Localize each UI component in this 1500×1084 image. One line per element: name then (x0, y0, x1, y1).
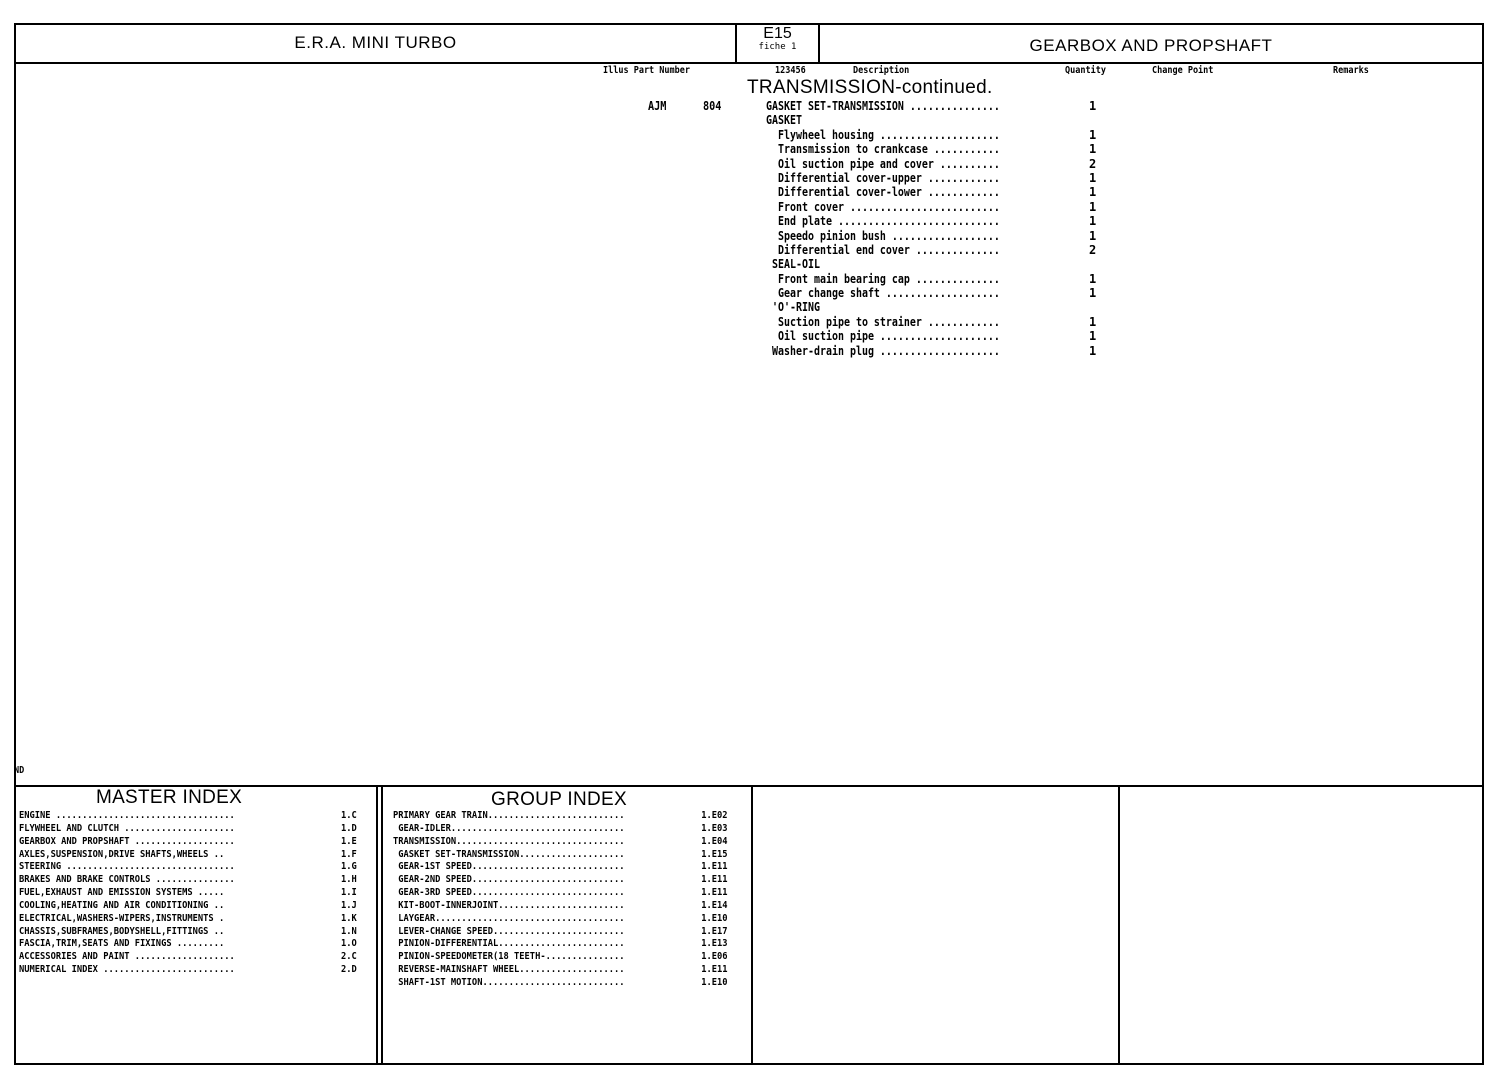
index-item-ref: 1.F (341, 848, 357, 860)
part-quantity: 1 (1089, 99, 1097, 113)
index-item[interactable] (19, 925, 357, 939)
index-item-label: TRANSMISSION................................ (393, 835, 625, 847)
index-item-label: ENGINE .................................. (19, 810, 235, 821)
index-item-ref: 2.C (341, 951, 357, 963)
part-description: Suction pipe to strainer ............ (766, 314, 1006, 329)
fiche-sub: fiche 1 (758, 42, 797, 52)
index-item-label: ACCESSORIES AND PAINT ................... (19, 951, 235, 963)
index-item-label: FLYWHEEL AND CLUTCH ..................... (19, 822, 235, 834)
index-item-label: REVERSE-MAINSHAFT WHEEL.................... (393, 964, 625, 976)
master-index-title: MASTER INDEX (95, 787, 243, 808)
index-item[interactable] (393, 964, 728, 977)
part-description: Differential end cover .............. (766, 242, 1006, 257)
index-sep-1a (376, 785, 378, 1065)
part-quantity: 1 (1089, 286, 1097, 301)
part-description: End plate ........................... (766, 214, 1006, 229)
index-item-ref: 1.E11 (701, 964, 728, 976)
index-item-label: COOLING,HEATING AND AIR CONDITIONING .. (19, 899, 225, 911)
part-description: Differential cover-upper ............ (766, 170, 1006, 185)
header-right-title: GEARBOX AND PROPSHAFT (1029, 36, 1273, 55)
index-item-ref: 1.E04 (701, 835, 728, 847)
index-item-label: PINION-SPEEDOMETER(18 TEETH-............... (393, 951, 625, 963)
part-quantity: 1 (1089, 228, 1097, 243)
part-description: Transmission to crankcase ........... (766, 142, 1006, 157)
index-item[interactable] (19, 964, 357, 977)
index-item-ref: 1.E11 (701, 874, 728, 886)
index-item[interactable] (393, 938, 728, 951)
index-item-label: GEAR-IDLER................................. (393, 822, 625, 834)
index-item-label: KIT-BOOT-INNERJOINT........................ (393, 899, 625, 911)
index-item-label: GEARBOX AND PROPSHAFT ................... (19, 835, 235, 847)
index-item-ref: 1.E06 (701, 951, 728, 963)
index-item-label: CHASSIS,SUBFRAMES,BODYSHELL,FITTINGS .. (19, 925, 225, 937)
index-item-label: STEERING ................................ (19, 861, 235, 873)
index-item[interactable] (19, 887, 357, 900)
index-item-ref: 1.O (341, 938, 357, 950)
part-quantity: 1 (1089, 271, 1097, 286)
index-item[interactable] (393, 976, 728, 990)
part-quantity: 2 (1089, 242, 1097, 257)
index-item-ref: 1.E02 (701, 810, 728, 821)
index-item-ref: 1.E13 (701, 938, 728, 950)
part-description: Front main bearing cap .............. (766, 271, 1006, 286)
index-item-ref: 1.E14 (701, 899, 728, 911)
part-description: GASKET SET-TRANSMISSION ............... (766, 99, 1006, 113)
part-description: Speedo pinion bush .................. (766, 228, 1006, 243)
group-index-list (393, 810, 728, 990)
index-item-ref: 1.D (341, 822, 357, 834)
part-number: 804 (703, 99, 722, 113)
col-description: Description (853, 65, 910, 76)
index-item-ref: 1.K (341, 912, 357, 924)
part-quantity: 1 (1089, 343, 1097, 358)
index-item-ref: 1.E11 (701, 861, 728, 873)
index-item[interactable] (393, 874, 728, 887)
index-item-label: PINION-DIFFERENTIAL........................ (393, 938, 625, 950)
part-prefix: AJM (648, 99, 667, 113)
part-quantity: 1 (1089, 329, 1097, 344)
part-description: GASKET (766, 113, 802, 128)
index-item[interactable] (393, 887, 728, 900)
index-item[interactable] (393, 835, 728, 849)
col-quantity: Quantity (1065, 65, 1106, 76)
index-item-label: PRIMARY GEAR TRAIN.......................... (393, 810, 625, 821)
col-illus-part-number: Illus Part Number (603, 65, 691, 76)
index-item-ref: 1.N (341, 925, 357, 937)
part-quantity: 1 (1089, 214, 1097, 229)
index-item[interactable] (393, 810, 728, 823)
index-item[interactable] (19, 951, 357, 964)
part-description: SEAL-OIL (766, 257, 820, 272)
index-item-ref: 2.D (341, 964, 357, 976)
index-item[interactable] (393, 925, 728, 939)
index-item-ref: 1.E10 (701, 912, 728, 924)
index-item-ref: 1.J (341, 899, 357, 911)
part-quantity: 1 (1089, 185, 1097, 200)
index-item-label: AXLES,SUSPENSION,DRIVE SHAFTS,WHEELS .. (19, 848, 225, 860)
index-item[interactable] (393, 822, 728, 836)
part-description: Flywheel housing .................... (766, 127, 1006, 142)
index-item[interactable] (393, 899, 728, 913)
index-item[interactable] (393, 912, 728, 926)
part-description: Differential cover-lower ............ (766, 185, 1006, 200)
index-item[interactable] (19, 874, 357, 887)
index-item-label: BRAKES AND BRAKE CONTROLS ............... (19, 874, 235, 886)
part-quantity: 1 (1089, 142, 1097, 157)
part-quantity: 1 (1089, 199, 1097, 214)
index-item-ref: 1.E15 (701, 848, 728, 860)
header-left-title: E.R.A. MINI TURBO (294, 33, 457, 52)
part-description: Washer-drain plug .................... (766, 343, 1006, 358)
index-item-ref: 1.I (341, 887, 357, 899)
col-change-point: Change Point (1152, 65, 1214, 76)
part-description: 'O'-RING (766, 300, 820, 315)
index-item[interactable] (393, 951, 728, 964)
index-item-ref: 1.E03 (701, 822, 728, 834)
index-item-ref: 1.E (341, 835, 357, 847)
part-quantity: 2 (1089, 156, 1097, 171)
index-item[interactable] (393, 848, 728, 862)
index-item[interactable] (19, 822, 357, 836)
index-item-label: LEVER-CHANGE SPEED......................... (393, 925, 625, 937)
fiche-code: E15 (763, 25, 792, 42)
col-remarks: Remarks (1333, 65, 1369, 76)
index-item-ref: 1.C (341, 810, 357, 821)
index-item-label: GASKET SET-TRANSMISSION.................... (393, 848, 625, 860)
part-description: Front cover ......................... (766, 199, 1006, 214)
index-item[interactable] (19, 810, 357, 823)
part-description: Oil suction pipe .................... (766, 329, 1006, 344)
part-quantity: 1 (1089, 170, 1097, 185)
col-numbers: 123456 (775, 65, 806, 76)
fiche-box (737, 26, 818, 52)
index-item[interactable] (19, 899, 357, 913)
index-item-label: FUEL,EXHAUST AND EMISSION SYSTEMS ..... (19, 887, 225, 899)
index-item-ref: 1.E17 (701, 925, 728, 937)
index-item-label: FASCIA,TRIM,SEATS AND FIXINGS ......... (19, 938, 225, 950)
part-description: Oil suction pipe and cover .......... (766, 156, 1006, 171)
index-sep-1b (381, 785, 383, 1065)
index-item[interactable] (19, 861, 357, 874)
index-item-label: GEAR-1ST SPEED............................. (393, 861, 625, 873)
index-item-label: GEAR-2ND SPEED............................. (393, 874, 625, 886)
section-title: TRANSMISSION-continued. (747, 77, 993, 98)
index-sep-2 (751, 785, 753, 1065)
index-item-label: LAYGEAR.................................... (393, 912, 625, 924)
index-item-label: ELECTRICAL,WASHERS-WIPERS,INSTRUMENTS . (19, 912, 225, 924)
part-quantity: 1 (1089, 127, 1097, 142)
index-item[interactable] (19, 938, 357, 951)
index-item-ref: 1.E10 (701, 976, 728, 988)
index-item[interactable] (19, 848, 357, 862)
master-index-list (19, 810, 357, 977)
nd-marker: ND (14, 765, 25, 776)
index-item-label: GEAR-3RD SPEED............................. (393, 887, 625, 899)
index-item[interactable] (19, 912, 357, 926)
index-item[interactable] (393, 861, 728, 874)
index-item-label: SHAFT-1ST MOTION........................... (393, 976, 625, 988)
index-item-ref: 1.E11 (701, 887, 728, 899)
index-item-label: NUMERICAL INDEX ......................... (19, 964, 235, 976)
part-description: Gear change shaft ................... (766, 286, 1006, 301)
index-item-ref: 1.G (341, 861, 357, 873)
index-item[interactable] (19, 835, 357, 849)
part-quantity: 1 (1089, 314, 1097, 329)
group-index-title: GROUP INDEX (491, 789, 627, 810)
header-divider (14, 62, 1484, 64)
index-item-ref: 1.H (341, 874, 357, 886)
index-sep-3 (1118, 785, 1120, 1065)
